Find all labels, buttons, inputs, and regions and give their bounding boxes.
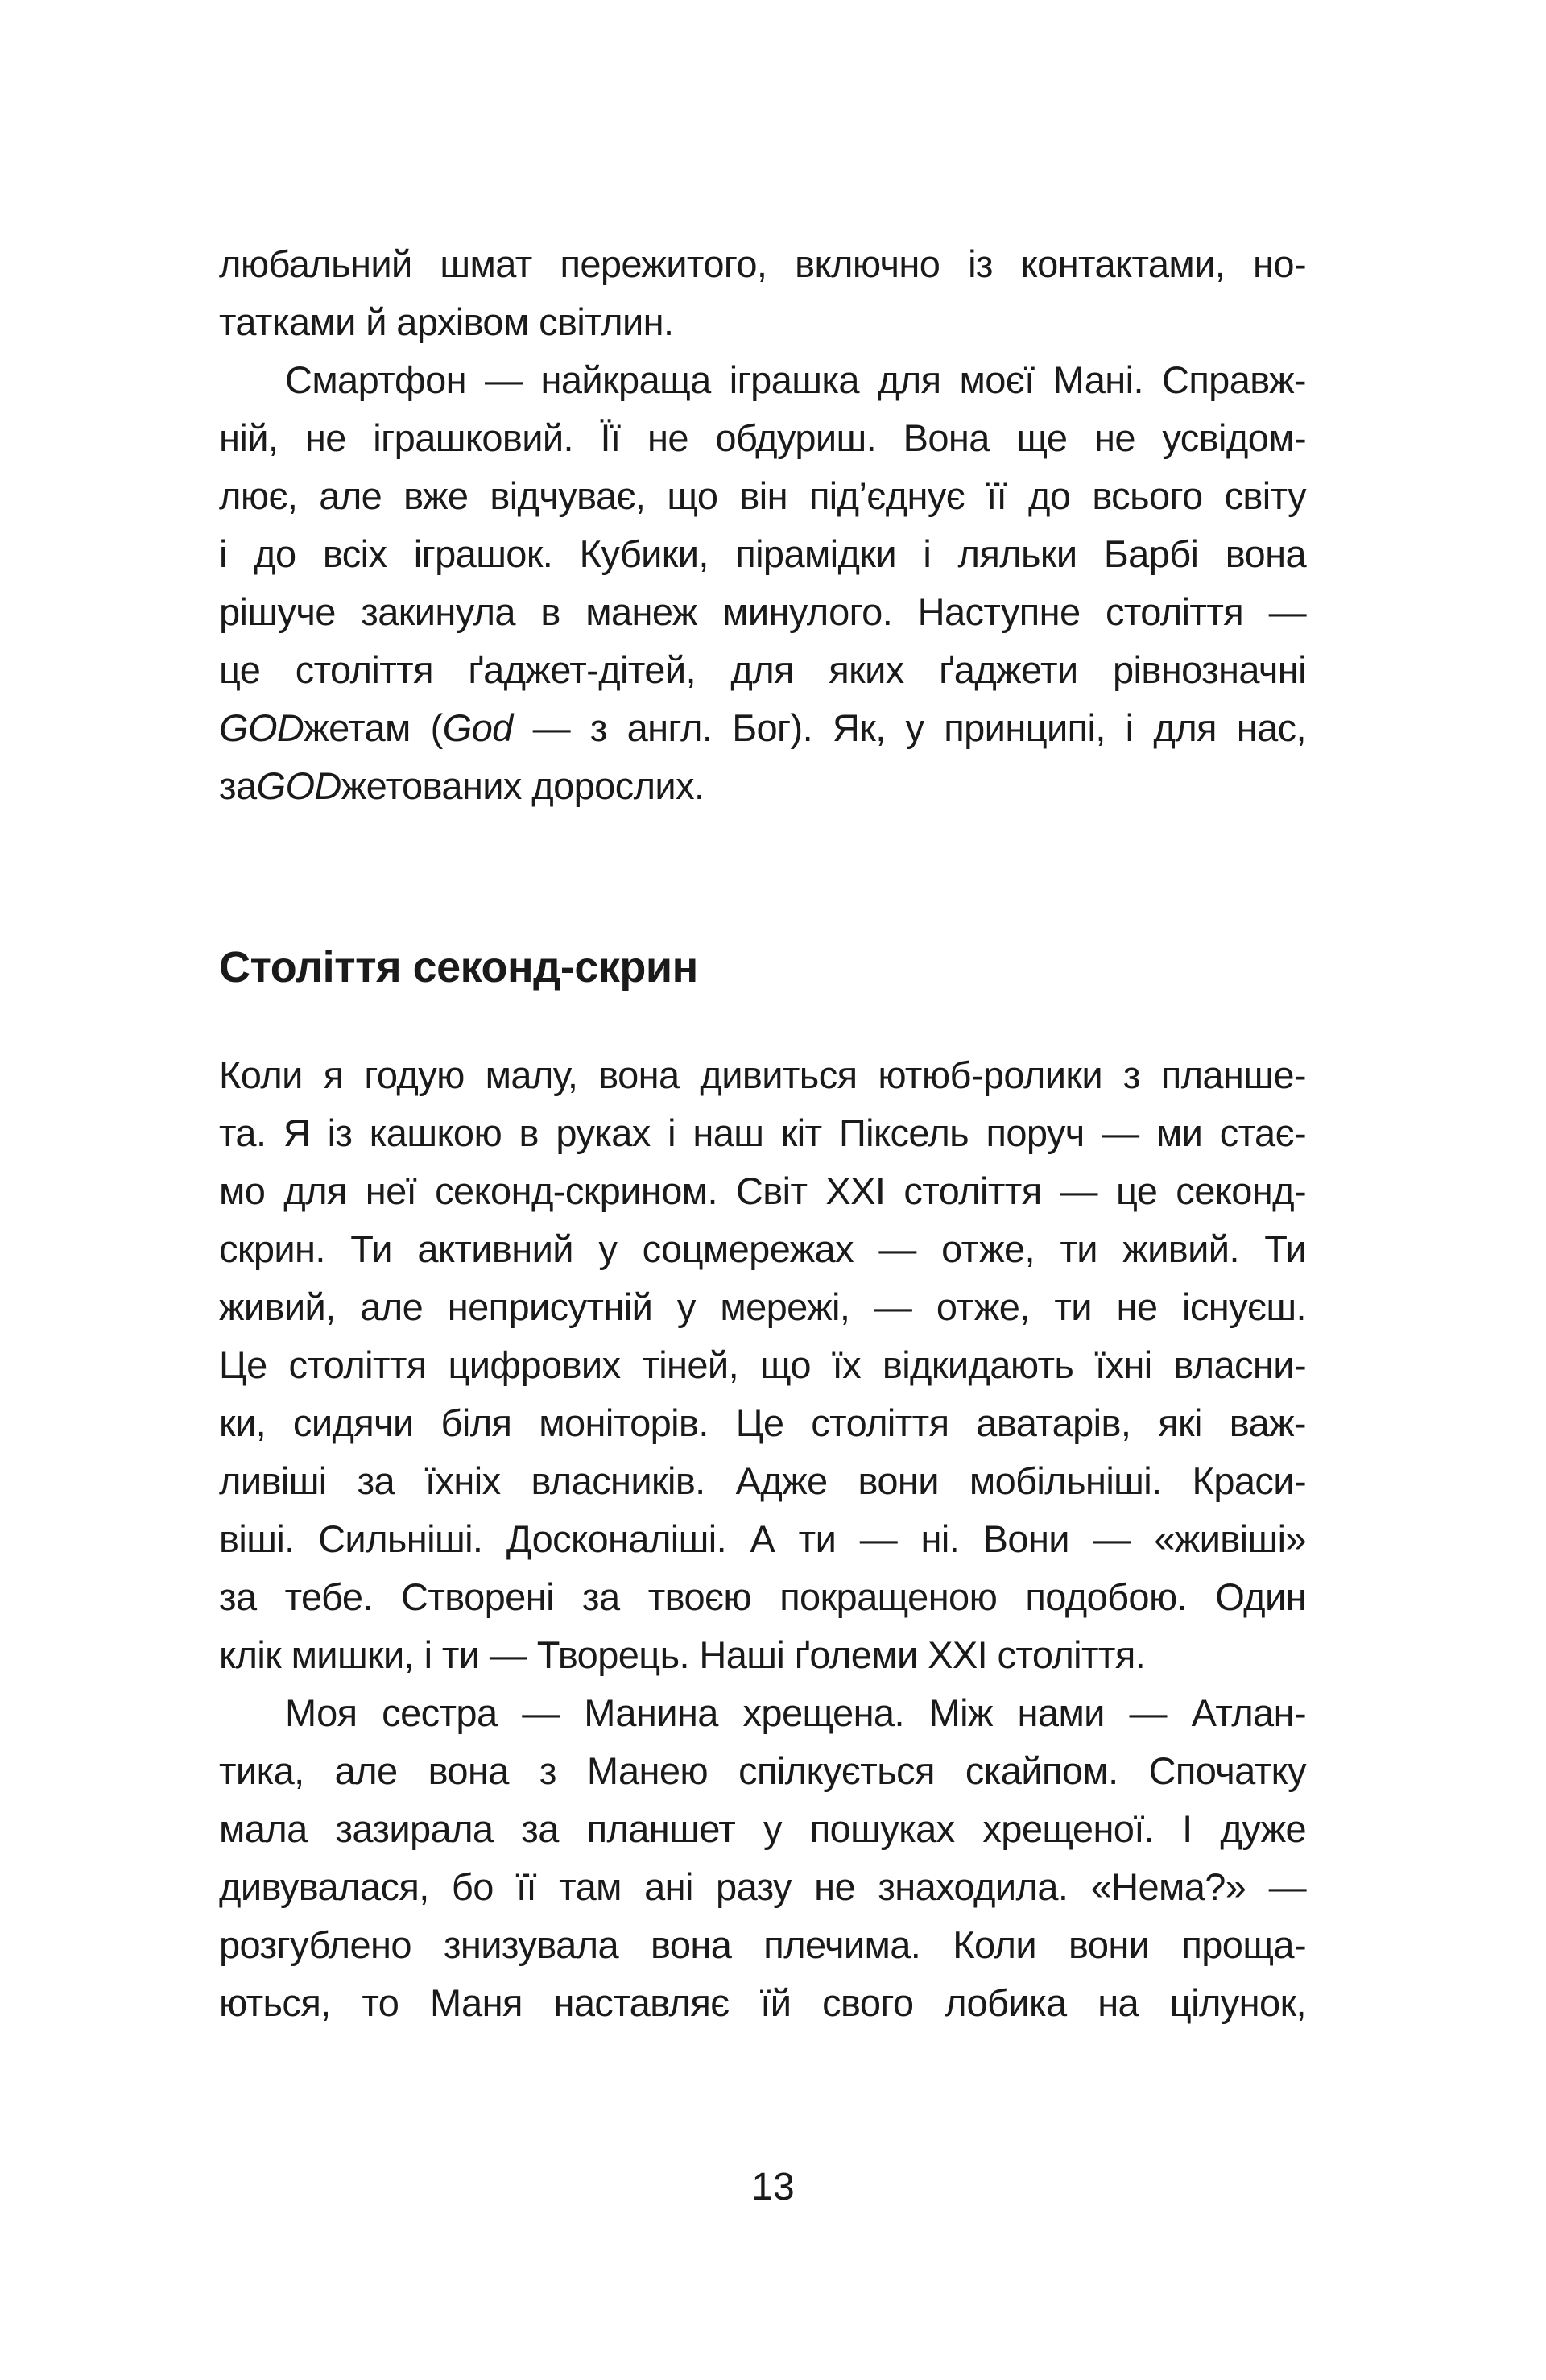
text-line: [219, 1800, 1306, 1858]
paragraphs-section-1: [219, 235, 1306, 815]
text-segment: живий, але неприсутній у мережі, — отже, ти не існуєш.: [219, 1285, 1306, 1328]
text-line: [219, 1104, 1306, 1162]
text-line: [219, 583, 1306, 641]
italic-text: GOD: [256, 764, 341, 807]
text-line: [219, 1626, 1306, 1684]
text-segment: розгублено знизувала вона плечима. Коли вони проща-: [219, 1923, 1306, 1966]
text-line: [219, 1336, 1306, 1394]
text-line: [219, 1452, 1306, 1510]
text-segment: ки, сидячи біля моніторів. Це століття аватарів, які важ-: [219, 1401, 1306, 1444]
text-segment: за тебе. Створені за твоєю покращеною подобою. Один: [219, 1575, 1306, 1618]
text-line: [219, 757, 1306, 815]
text-segment: любальний шмат пережитого, включно із контактами, но-: [219, 242, 1306, 285]
text-segment: лює, але вже відчуває, що він під’єднує її до всього світу: [219, 474, 1306, 517]
text-line: [219, 1278, 1306, 1336]
text-line: [219, 525, 1306, 583]
text-segment: Смартфон — найкраща іграшка для моєї Мані. Справж-: [285, 358, 1306, 401]
text-line: [219, 1510, 1306, 1568]
text-segment: мала зазирала за планшет у пошуках хрещеної. І дуже: [219, 1807, 1306, 1850]
text-line: [219, 1394, 1306, 1452]
text-line: [219, 1220, 1306, 1278]
text-line: [219, 467, 1306, 525]
text-segment: це століття ґаджет-дітей, для яких ґаджети рівнозначні: [219, 648, 1306, 691]
text-segment: за: [219, 764, 257, 807]
text-segment: та. Я із кашкою в руках і наш кіт Піксель поруч — ми стає-: [219, 1111, 1306, 1154]
text-segment: і до всіх іграшок. Кубики, пірамідки і ляльки Барбі вона: [219, 532, 1306, 575]
text-segment: Моя сестра — Манина хрещена. Між нами — Атлан-: [285, 1691, 1306, 1734]
text-line: [219, 409, 1306, 467]
text-line: [219, 1858, 1306, 1916]
text-line: [219, 641, 1306, 699]
section-heading: Століття секонд-скрин: [219, 943, 698, 991]
text-line: [219, 1046, 1306, 1104]
text-line: [219, 1742, 1306, 1800]
text-segment: клік мишки, і ти — Творець. Наші ґолеми ХХІ століття.: [219, 1633, 1146, 1676]
text-segment: мо для неї секонд-скрином. Світ ХХІ століття — це секонд-: [219, 1169, 1306, 1212]
text-segment: Коли я годую малу, вона дивиться ютюб-ролики з планше-: [219, 1053, 1306, 1096]
text-line: [219, 293, 1306, 351]
text-line: [219, 1916, 1306, 1974]
text-line: [219, 235, 1306, 293]
text-line: [219, 351, 1306, 409]
text-segment: — з англ. Бог). Як, у принципі, і для нас,: [512, 706, 1306, 749]
text-segment: Це століття цифрових тіней, що їх відкидають їхні власни-: [219, 1343, 1306, 1386]
text-segment: рішуче закинула в манеж минулого. Наступне століття —: [219, 590, 1306, 633]
text-segment: ливіші за їхніх власників. Адже вони мобільніші. Краси-: [219, 1459, 1306, 1502]
text-segment: жетам (: [304, 706, 443, 749]
text-line: [219, 1568, 1306, 1626]
text-segment: скрин. Ти активний у соцмережах — отже, ти живий. Ти: [219, 1227, 1306, 1270]
text-line: [219, 1684, 1306, 1742]
text-segment: віші. Сильніші. Досконаліші. А ти — ні. Вони — «живіші»: [219, 1517, 1306, 1560]
text-segment: дивувалася, бо її там ані разу не знаходила. «Нема?» —: [219, 1865, 1306, 1908]
text-segment: ються, то Маня наставляє їй свого лобика на цілунок,: [219, 1981, 1306, 2024]
text-line: [219, 699, 1306, 757]
italic-text: GOD: [219, 706, 304, 749]
text-line: [219, 1162, 1306, 1220]
text-segment: жетованих дорослих.: [341, 764, 705, 807]
italic-text: God: [442, 706, 513, 749]
text-segment: татками й архівом світлин.: [219, 300, 674, 343]
text-segment: тика, але вона з Манею спілкується скайпом. Спочатку: [219, 1749, 1306, 1792]
paragraphs-section-2: [219, 1046, 1306, 2032]
page-number: 13: [751, 2166, 795, 2208]
text-segment: ній, не іграшковий. Її не обдуриш. Вона ще не усвідом-: [219, 416, 1306, 459]
text-line: [219, 1974, 1306, 2032]
